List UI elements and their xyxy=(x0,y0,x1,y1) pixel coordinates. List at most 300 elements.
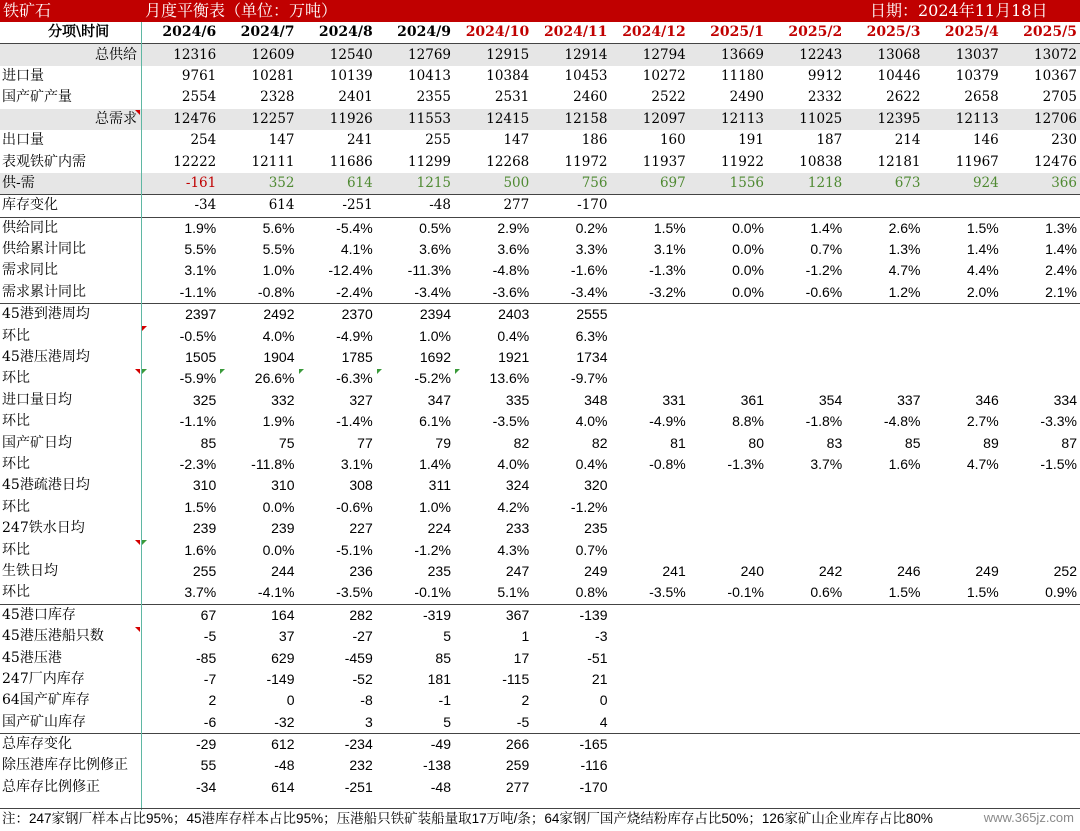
table-cell xyxy=(924,518,1002,539)
table-cell xyxy=(689,475,767,496)
table-cell: 11180 xyxy=(721,67,764,84)
table-cell: 4.7% xyxy=(966,456,999,472)
table-cell: 85 xyxy=(200,434,217,451)
table-cell xyxy=(767,669,845,690)
table-cell: 3.3% xyxy=(575,241,608,258)
table-cell: 235 xyxy=(427,562,451,579)
table-cell: -6 xyxy=(203,713,217,730)
table-cell xyxy=(611,669,689,690)
row-label: 环比 xyxy=(2,327,30,344)
table-cell: 500 xyxy=(454,173,532,195)
table-cell: 147 xyxy=(503,132,530,149)
table-cell: -3.3% xyxy=(1040,413,1077,430)
table-cell: 0.5% xyxy=(376,217,454,239)
table-cell: 187 xyxy=(816,132,843,149)
table-cell: 79 xyxy=(435,434,451,451)
table-cell: -32 xyxy=(274,713,295,730)
comment-indicator xyxy=(455,369,460,374)
table-cell: 4.3% xyxy=(497,541,530,558)
table-cell xyxy=(767,325,845,346)
table-cell: -27 xyxy=(352,628,373,645)
row-label: 45港疏港日均 xyxy=(2,477,90,494)
table-row xyxy=(0,239,1080,260)
table-cell: 924 xyxy=(924,173,1002,195)
table-cell xyxy=(689,195,767,217)
table-cell: 2.4% xyxy=(1045,262,1077,279)
table-cell: 21 xyxy=(591,670,608,687)
table-cell: 12915 xyxy=(454,44,532,66)
table-cell: -3 xyxy=(595,628,608,645)
table-row xyxy=(0,390,1080,411)
table-cell: 2555 xyxy=(532,304,610,326)
footnote: 注：247家钢厂样本占比95%；45港库存样本占比95%；压港船只铁矿装船量取17万吨/条；64家钢厂国产烧结粉库存占比50%；126家矿山企业库存占比80% xyxy=(0,808,1080,831)
table-cell xyxy=(924,304,1002,326)
table-cell: -5.4% xyxy=(298,217,376,239)
column-header: 2024/6 xyxy=(141,22,219,44)
table-row xyxy=(0,411,1080,432)
table-row xyxy=(0,130,1080,151)
table-cell: 3.6% xyxy=(419,241,451,258)
table-cell: 2 xyxy=(521,692,530,709)
table-cell: 2355 xyxy=(416,89,451,106)
table-cell xyxy=(767,475,845,496)
table-cell: 75 xyxy=(278,434,295,451)
table-cell xyxy=(1002,304,1080,326)
table-cell: 37 xyxy=(278,628,295,645)
table-cell: 2401 xyxy=(338,89,373,106)
table-cell xyxy=(845,195,923,217)
table-cell xyxy=(845,518,923,539)
table-cell: 1505 xyxy=(185,349,217,366)
table-cell: 12243 xyxy=(767,44,845,66)
table-cell xyxy=(767,647,845,668)
table-cell xyxy=(767,304,845,326)
table-cell: 1.4% xyxy=(966,241,999,258)
table-cell xyxy=(689,626,767,647)
table-cell: 4.0% xyxy=(262,327,295,344)
table-cell: 82 xyxy=(591,434,608,451)
table-cell: 354 xyxy=(818,391,843,408)
table-cell: 5.6% xyxy=(219,217,297,239)
table-cell: -11.8% xyxy=(251,456,295,472)
table-cell: 12476 xyxy=(1034,153,1077,170)
table-cell: 224 xyxy=(427,520,451,537)
table-cell xyxy=(611,626,689,647)
table-cell: 11299 xyxy=(408,153,451,170)
table-cell: 12158 xyxy=(532,109,610,130)
table-cell xyxy=(1002,712,1080,734)
table-cell: -251 xyxy=(344,778,373,795)
table-cell: 255 xyxy=(192,562,217,579)
sheet-title: 铁矿石 xyxy=(3,1,52,20)
table-cell: 4.4% xyxy=(966,262,999,279)
table-cell: 0.2% xyxy=(532,217,610,239)
table-cell: -1.4% xyxy=(336,413,373,430)
table-cell xyxy=(845,475,923,496)
table-cell: 214 xyxy=(894,132,921,149)
table-cell xyxy=(845,777,923,798)
table-row xyxy=(0,497,1080,518)
row-label: 进口量 xyxy=(2,67,44,84)
table-cell xyxy=(1002,733,1080,755)
table-cell: 10281 xyxy=(251,67,295,84)
table-cell: 346 xyxy=(975,391,999,408)
table-cell: -1 xyxy=(438,692,451,709)
table-cell: -3.2% xyxy=(649,283,686,300)
header-row xyxy=(0,22,1080,44)
table-cell: 12540 xyxy=(298,44,376,66)
table-cell: -11.3% xyxy=(407,262,451,279)
table-cell xyxy=(689,604,767,626)
column-header: 2024/7 xyxy=(219,22,297,44)
table-cell: 352 xyxy=(219,173,297,195)
table-cell xyxy=(689,647,767,668)
table-cell: 4.0% xyxy=(497,456,530,472)
table-cell: -34 xyxy=(141,195,219,217)
table-cell: -139 xyxy=(532,604,610,626)
table-row xyxy=(0,173,1080,195)
row-label: 总库存变化 xyxy=(0,733,141,755)
table-cell: 147 xyxy=(268,132,295,149)
table-cell: 367 xyxy=(454,604,532,626)
comment-indicator xyxy=(220,369,225,374)
table-cell: 12609 xyxy=(219,44,297,66)
report-date: 日期：2024年11月18日 xyxy=(870,1,1048,20)
table-cell: -2.3% xyxy=(179,456,217,472)
row-label: 45港口库存 xyxy=(0,604,141,626)
row-label: 需求同比 xyxy=(2,262,58,279)
table-cell xyxy=(689,669,767,690)
table-cell: -3.5% xyxy=(492,413,530,430)
table-cell: 87 xyxy=(1061,434,1077,451)
table-cell: 1.6% xyxy=(888,456,921,472)
comment-indicator xyxy=(142,540,147,545)
table-cell: 12706 xyxy=(1002,109,1080,130)
table-cell: 11922 xyxy=(721,153,764,170)
table-cell: 2460 xyxy=(573,89,608,106)
table-cell: 327 xyxy=(349,391,373,408)
table-cell: 186 xyxy=(581,132,608,149)
table-cell: -0.8% xyxy=(649,456,686,472)
table-cell: 310 xyxy=(271,477,295,494)
watermark: www.365jz.com xyxy=(983,810,1074,825)
table-row xyxy=(0,669,1080,690)
table-cell: -4.8% xyxy=(883,413,921,430)
table-cell: -459 xyxy=(344,649,373,666)
table-cell: 348 xyxy=(584,391,608,408)
table-cell xyxy=(767,712,845,734)
table-cell: 10838 xyxy=(799,153,843,170)
table-cell: 2490 xyxy=(729,89,764,106)
table-cell: 1215 xyxy=(376,173,454,195)
table-cell: 0.4% xyxy=(497,327,530,344)
table-cell: 3.7% xyxy=(810,456,843,472)
table-cell: 81 xyxy=(670,434,686,451)
table-cell: 17 xyxy=(513,649,530,666)
table-cell xyxy=(611,195,689,217)
table-cell: 1.5% xyxy=(184,498,217,515)
table-cell: -51 xyxy=(587,649,608,666)
table-row xyxy=(0,195,1080,217)
table-cell: -3.4% xyxy=(570,283,608,300)
table-cell xyxy=(689,777,767,798)
table-cell: -0.6% xyxy=(336,498,373,515)
table-cell: 11686 xyxy=(329,153,373,170)
table-cell: 337 xyxy=(897,391,921,408)
table-cell: 1.4% xyxy=(1045,241,1077,258)
table-cell: 2394 xyxy=(376,304,454,326)
table-cell xyxy=(767,626,845,647)
table-cell xyxy=(1002,669,1080,690)
table-cell: -1.2% xyxy=(414,541,451,558)
table-cell: 1734 xyxy=(576,349,608,366)
table-cell: 4.1% xyxy=(340,241,373,258)
table-cell: 5 xyxy=(443,628,451,645)
table-cell: -8 xyxy=(360,692,373,709)
table-cell: 11926 xyxy=(298,109,376,130)
table-cell: 2492 xyxy=(219,304,297,326)
table-cell: -116 xyxy=(580,757,608,774)
row-label: 需求累计同比 xyxy=(2,283,86,300)
table-cell: 2370 xyxy=(298,304,376,326)
table-cell: 2705 xyxy=(1042,89,1077,106)
table-cell: -5 xyxy=(203,628,217,645)
table-cell xyxy=(689,539,767,560)
table-cell: 2328 xyxy=(260,89,295,106)
table-cell: 2.1% xyxy=(1045,283,1077,300)
table-cell xyxy=(845,325,923,346)
column-header: 2024/10 xyxy=(454,22,532,44)
table-cell: 13068 xyxy=(845,44,923,66)
table-cell: 0.8% xyxy=(575,584,608,601)
table-cell: 12395 xyxy=(845,109,923,130)
table-cell: 0.0% xyxy=(262,498,295,515)
table-cell: 236 xyxy=(349,562,373,579)
table-cell: 259 xyxy=(505,757,530,774)
row-label: 表观铁矿内需 xyxy=(2,153,86,170)
column-header: 2024/12 xyxy=(611,22,689,44)
table-cell: -0.1% xyxy=(414,584,451,601)
table-cell: -48 xyxy=(376,195,454,217)
table-cell: 10272 xyxy=(642,67,686,84)
table-cell: -4.9% xyxy=(649,413,686,430)
table-cell: -234 xyxy=(298,733,376,755)
table-cell: 255 xyxy=(425,132,451,149)
table-cell: 0.7% xyxy=(810,241,843,258)
table-cell: -1.1% xyxy=(179,413,217,430)
row-label: 国产矿山库存 xyxy=(2,713,86,730)
table-cell: -3.6% xyxy=(492,283,530,300)
table-cell: 1692 xyxy=(419,349,451,366)
table-cell: 4.2% xyxy=(497,498,530,515)
table-cell: 12113 xyxy=(924,109,1002,130)
table-cell: 2622 xyxy=(886,89,921,106)
table-cell xyxy=(1002,647,1080,668)
table-cell xyxy=(845,347,923,368)
table-cell: 1.0% xyxy=(419,327,451,344)
table-cell: -1.2% xyxy=(570,498,608,515)
table-row xyxy=(0,432,1080,453)
table-cell: 240 xyxy=(740,562,764,579)
table-cell xyxy=(689,497,767,518)
table-cell: 0.7% xyxy=(575,541,608,558)
table-cell: 12111 xyxy=(251,153,295,170)
table-cell: -115 xyxy=(502,670,530,687)
table-cell: 1.2% xyxy=(888,283,921,300)
table-cell: 13669 xyxy=(689,44,767,66)
table-cell xyxy=(924,368,1002,389)
table-cell: 89 xyxy=(983,434,999,451)
table-cell: 0.0% xyxy=(262,541,295,558)
table-cell: -0.6% xyxy=(805,283,843,300)
table-cell xyxy=(924,347,1002,368)
table-cell xyxy=(1002,325,1080,346)
table-cell: 241 xyxy=(346,132,373,149)
table-row xyxy=(0,282,1080,304)
table-cell xyxy=(689,712,767,734)
table-cell: -3.5% xyxy=(336,584,373,601)
table-cell: 1.9% xyxy=(262,413,295,430)
table-cell xyxy=(767,347,845,368)
header-label: 分项\时间 xyxy=(0,22,141,44)
table-cell xyxy=(1002,497,1080,518)
table-cell xyxy=(1002,690,1080,711)
column-header: 2025/1 xyxy=(689,22,767,44)
table-cell: -9.7% xyxy=(570,370,608,387)
table-cell: 612 xyxy=(219,733,297,755)
table-cell: 1.4% xyxy=(419,456,451,472)
table-cell: -1.3% xyxy=(727,456,764,472)
table-cell: 4.0% xyxy=(575,413,608,430)
table-cell: 332 xyxy=(271,391,295,408)
table-cell: 0.4% xyxy=(575,456,608,472)
table-cell xyxy=(689,755,767,776)
table-cell xyxy=(1002,755,1080,776)
table-row xyxy=(0,733,1080,755)
table-cell: 6.3% xyxy=(575,327,608,344)
table-cell: 4 xyxy=(599,713,608,730)
row-label: 45港压港船只数 xyxy=(2,628,104,645)
table-cell xyxy=(767,733,845,755)
table-cell: 2332 xyxy=(807,89,843,106)
table-cell xyxy=(924,539,1002,560)
table-cell: 2.6% xyxy=(845,217,923,239)
table-cell xyxy=(611,712,689,734)
table-cell: 10379 xyxy=(955,67,999,84)
comment-indicator xyxy=(135,627,140,632)
table-cell: 77 xyxy=(357,434,373,451)
table-cell: 3 xyxy=(364,713,373,730)
table-cell xyxy=(689,518,767,539)
table-cell: 13.6% xyxy=(489,370,530,387)
table-cell: 614 xyxy=(219,195,297,217)
table-cell: -12.4% xyxy=(328,262,373,279)
row-label: 247铁水日均 xyxy=(2,520,85,537)
table-row xyxy=(0,151,1080,172)
table-row xyxy=(0,690,1080,711)
table-cell: -0.8% xyxy=(257,283,295,300)
table-row xyxy=(0,647,1080,668)
table-cell: 80 xyxy=(748,434,764,451)
table-cell xyxy=(924,712,1002,734)
table-cell xyxy=(767,539,845,560)
row-label: 环比 xyxy=(2,584,30,601)
table-cell: 1.5% xyxy=(611,217,689,239)
table-cell: 244 xyxy=(271,562,295,579)
table-cell xyxy=(924,733,1002,755)
table-cell xyxy=(611,475,689,496)
table-cell: 12316 xyxy=(141,44,219,66)
title-bar xyxy=(0,0,1080,22)
table-cell: -4.9% xyxy=(336,327,373,344)
balance-table xyxy=(0,22,1080,798)
table-cell xyxy=(689,690,767,711)
table-row xyxy=(0,518,1080,539)
table-cell: 85 xyxy=(435,649,451,666)
table-cell: 241 xyxy=(662,562,686,579)
table-row xyxy=(0,712,1080,734)
row-label: 环比 xyxy=(2,498,30,515)
table-cell: 308 xyxy=(349,477,373,494)
table-cell: 1.0% xyxy=(419,498,451,515)
table-row xyxy=(0,44,1080,66)
table-cell: -1.6% xyxy=(570,262,608,279)
row-label: 247厂内库存 xyxy=(2,670,85,687)
table-cell: 9912 xyxy=(807,67,843,84)
table-cell: 10453 xyxy=(564,67,608,84)
table-cell: 11937 xyxy=(642,153,686,170)
table-cell: 239 xyxy=(192,520,217,537)
table-cell: 1.9% xyxy=(141,217,219,239)
table-cell: 0.9% xyxy=(1045,584,1077,601)
table-cell: 6.1% xyxy=(419,413,451,430)
table-cell: -319 xyxy=(376,604,454,626)
comment-indicator xyxy=(142,369,147,374)
table-cell: 230 xyxy=(1051,132,1077,149)
table-cell: 1218 xyxy=(767,173,845,195)
table-cell: 1556 xyxy=(689,173,767,195)
table-cell: 5.5% xyxy=(262,241,295,258)
table-cell xyxy=(924,626,1002,647)
table-cell xyxy=(611,539,689,560)
table-cell: 9761 xyxy=(181,67,217,84)
column-header: 2024/11 xyxy=(532,22,610,44)
table-row xyxy=(0,87,1080,108)
table-cell: 2.7% xyxy=(966,413,999,430)
row-label: 库存变化 xyxy=(0,195,141,217)
table-cell: 10446 xyxy=(877,67,921,84)
comment-indicator xyxy=(299,369,304,374)
table-cell: 12415 xyxy=(454,109,532,130)
table-row xyxy=(0,561,1080,582)
table-cell: 3.1% xyxy=(653,241,686,258)
table-cell xyxy=(767,755,845,776)
row-label: 45港到港周均 xyxy=(0,304,141,326)
table-cell xyxy=(845,690,923,711)
table-cell: 10139 xyxy=(329,67,373,84)
table-cell: 26.6% xyxy=(254,370,295,387)
table-cell xyxy=(767,777,845,798)
table-cell: -4.8% xyxy=(492,262,530,279)
row-label: 总库存比例修正 xyxy=(2,778,100,795)
table-cell: 1.3% xyxy=(888,241,921,258)
table-cell: 235 xyxy=(584,520,608,537)
table-cell xyxy=(1002,604,1080,626)
table-cell: -149 xyxy=(266,670,295,687)
table-cell: 2397 xyxy=(141,304,219,326)
row-label: 45港压港 xyxy=(2,649,62,666)
table-cell: -170 xyxy=(532,195,610,217)
